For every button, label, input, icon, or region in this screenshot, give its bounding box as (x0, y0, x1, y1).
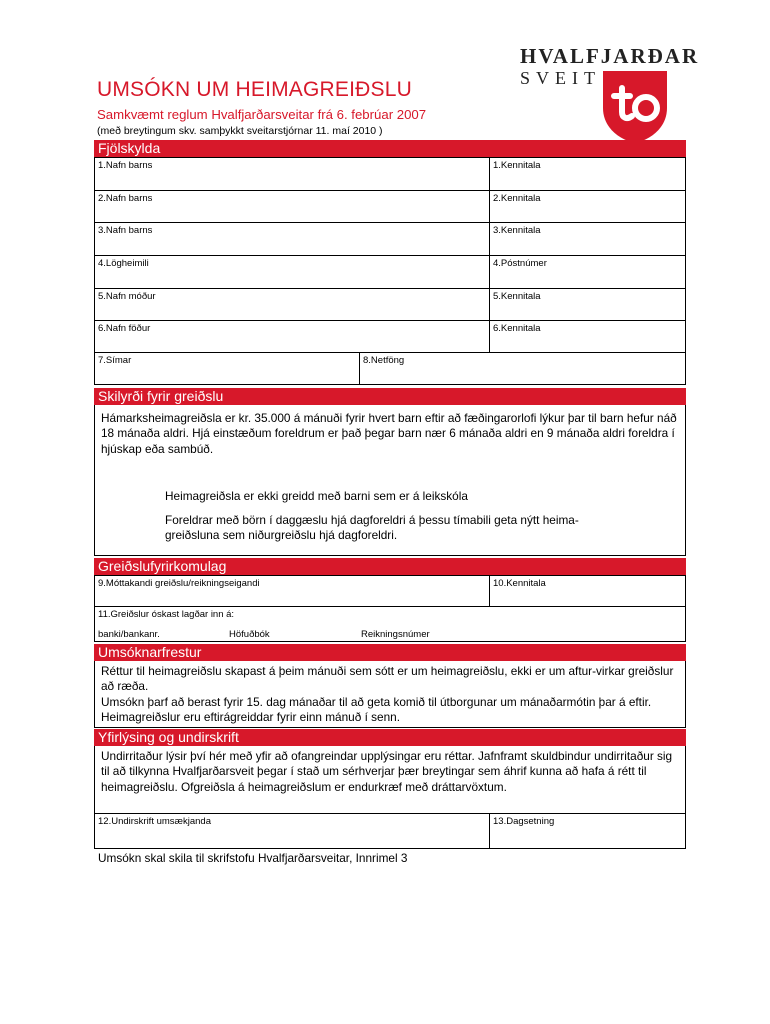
mother-name-field[interactable] (95, 289, 489, 320)
section-conditions-header: Skilyrði fyrir greiðslu (94, 388, 686, 405)
recipient-id-field[interactable] (489, 576, 685, 606)
residence-field[interactable] (95, 256, 489, 288)
declaration-text: Undirritaður lýsir því hér með yfir að ofangreindar upplýsingar eru réttar. Jafnframt skuldbindur undirritaður sig til að tilkynna Hvalfjarðarsveit þegar í stað um sérhverjar þær breytingar sem áhrif kunna að hafa á rétt til heimagreiðslu. Ofgreiðsla á heimagreiðslum er endurkræf með dráttarvöxtum. (101, 749, 673, 794)
child2-id-label: 2.Kennitala (493, 193, 541, 204)
conditions-text: Hámarksheimagreiðsla er kr. 35.000 á mánuði fyrir hvert barn eftir að fæðingarorlofi lýkur þar til barn hefur náð 18 mánaða aldri. Hjá einstæðum foreldrum er það þegar barn nær 6 mánaða aldri en 9 mánaða aldri foreldra í hjúskap eða sambúð. (101, 411, 677, 456)
postcode-field[interactable] (489, 256, 685, 288)
child1-name-field[interactable] (95, 158, 489, 190)
contact-row (94, 353, 686, 385)
recipient-label: 9.Móttakandi greiðslu/reikningseigandi (98, 578, 260, 589)
email-field[interactable] (359, 353, 685, 384)
deadline-text-1: Réttur til heimagreiðslu skapast á þeim mánuði sem sótt er um heimagreiðslu, ekki er um aftur-virkar greiðslur að ræða. (101, 664, 674, 694)
recipient-field[interactable] (95, 576, 489, 606)
child2-row (94, 191, 686, 223)
section-family-header: Fjölskylda (94, 140, 686, 157)
logo-name-line2: SVEIT (520, 68, 601, 88)
signature-field[interactable] (95, 814, 489, 848)
phone-label: 7.Símar (98, 355, 132, 366)
child2-name-label: 2.Nafn barns (98, 193, 153, 204)
recipient-row (94, 575, 686, 607)
mother-name-label: 5.Nafn móður (98, 291, 156, 302)
phone-field[interactable] (95, 353, 359, 384)
mother-row (94, 289, 686, 321)
father-name-label: 6.Nafn föður (98, 323, 151, 334)
child3-id-field[interactable] (489, 223, 685, 255)
section-declaration-header: Yfirlýsing og undirskrift (94, 729, 686, 746)
conditions-box (94, 405, 686, 556)
father-id-field[interactable] (489, 321, 685, 352)
section-payment-header: Greiðslufyrirkomulag (94, 558, 686, 575)
section-deadline-header: Umsóknarfrestur (94, 644, 686, 661)
deadline-box (94, 661, 686, 728)
child2-id-field[interactable] (489, 191, 685, 222)
father-row (94, 321, 686, 353)
father-id-label: 6.Kennitala (493, 323, 541, 334)
child2-name-field[interactable] (95, 191, 489, 222)
date-field[interactable] (489, 814, 685, 848)
submission-note: Umsókn skal skila til skrifstofu Hvalfjarðarsveitar, Innrimel 3 (98, 851, 408, 865)
email-label: 8.Netföng (363, 355, 405, 366)
signature-row (94, 813, 686, 849)
bank-label: banki/bankanr. (98, 629, 160, 640)
form-subtitle: Samkvæmt reglum Hvalfjarðarsveitar frá 6. febrúar 2007 (97, 107, 427, 122)
child3-name-label: 3.Nafn barns (98, 225, 153, 236)
logo-name-line1: HVALFJARÐAR (520, 44, 700, 68)
date-label: 13.Dagsetning (493, 816, 555, 827)
child3-row (94, 223, 686, 256)
postcode-label: 4.Póstnúmer (493, 258, 547, 269)
child3-name-field[interactable] (95, 223, 489, 255)
account-row[interactable] (94, 607, 686, 642)
account-number-label: Reikningsnúmer (361, 629, 430, 640)
recipient-id-label: 10.Kennitala (493, 578, 546, 589)
mother-id-label: 5.Kennitala (493, 291, 541, 302)
amendment-note: (með breytingum skv. samþykkt sveitarstjórnar 11. maí 2010 ) (97, 125, 383, 137)
child1-id-field[interactable] (489, 158, 685, 190)
residence-label: 4.Lögheimili (98, 258, 149, 269)
deadline-text-2: Umsókn þarf að berast fyrir 15. dag mánaðar til að geta komið til útborgunar um mánaðarmótin þar á eftir. Heimagreiðslur eru eftirágreiddar fyrir einn mánuð í senn. (101, 694, 652, 724)
father-name-field[interactable] (95, 321, 489, 352)
conditions-rule-1: Heimagreiðsla er ekki greidd með barni sem er á leikskóla (165, 489, 468, 503)
residence-row (94, 256, 686, 289)
child1-id-label: 1.Kennitala (493, 160, 541, 171)
conditions-rule-2: Foreldrar með börn í daggæslu hjá dagforeldri á þessu tímabili geta nýtt heima-greiðsluna sem niðurgreiðslu hjá dagforeldri. (165, 513, 579, 543)
form-title: UMSÓKN UM HEIMAGREIÐSLU (97, 78, 412, 101)
ledger-label: Höfuðbók (229, 629, 270, 640)
account-label: 11.Greiðslur óskast lagðar inn á: (98, 609, 235, 620)
municipality-shield-icon (600, 68, 670, 144)
child1-row (94, 157, 686, 191)
declaration-box (94, 746, 686, 814)
signature-label: 12.Undirskrift umsækjanda (98, 816, 211, 827)
mother-id-field[interactable] (489, 289, 685, 320)
child1-name-label: 1.Nafn barns (98, 160, 153, 171)
child3-id-label: 3.Kennitala (493, 225, 541, 236)
